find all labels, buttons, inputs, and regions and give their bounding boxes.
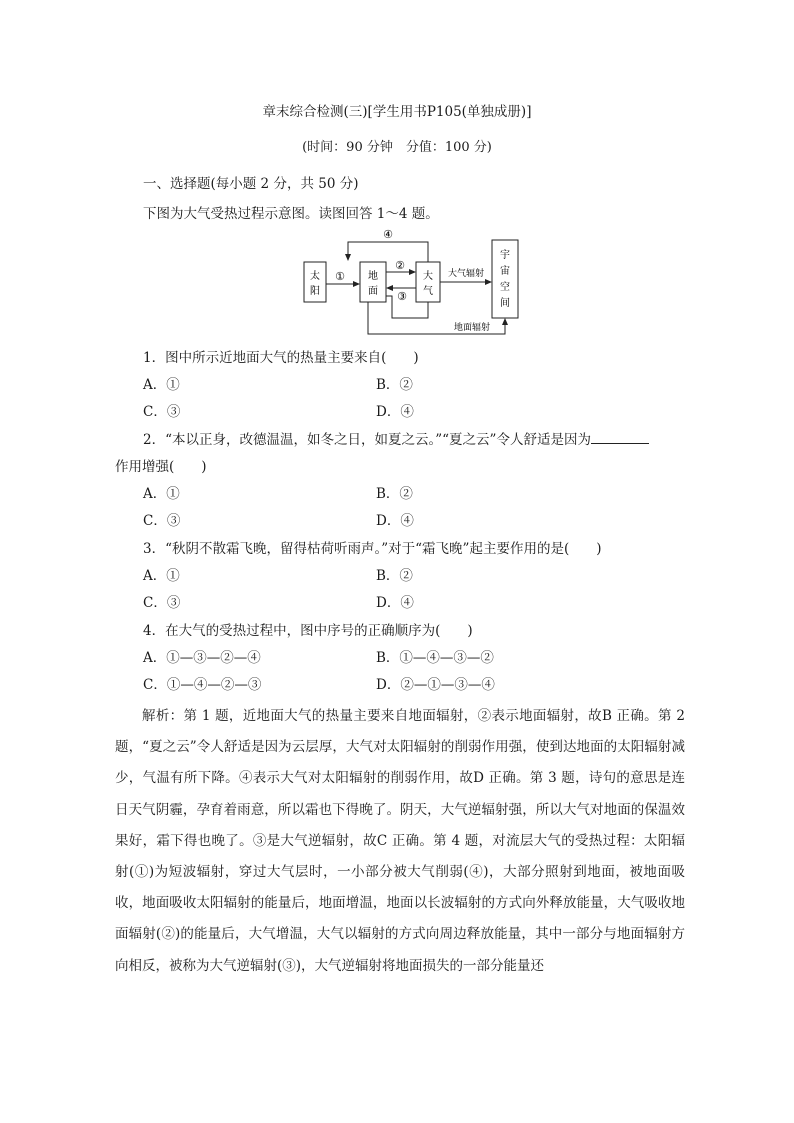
atmosphere-label-2: 气 xyxy=(423,286,433,297)
atmosphere-label-1: 大 xyxy=(423,271,433,282)
answer-blank xyxy=(591,431,649,444)
q3-option-b: B．② xyxy=(376,568,413,584)
q4-option-c: C．①—④—②—③ xyxy=(143,677,262,693)
q3-option-d: D．④ xyxy=(376,595,414,611)
ground-radiation-label: 地面辐射 xyxy=(453,323,491,333)
q3-option-c: C．③ xyxy=(143,595,181,611)
q4-option-b: B．①—④—③—② xyxy=(376,650,494,666)
space-label-2: 宙 xyxy=(500,266,510,277)
atmo-radiation-label: 大气辐射 xyxy=(447,269,485,279)
loop-ground-atmosphere xyxy=(386,296,428,318)
question-4-stem: 4．在大气的受热过程中，图中序号的正确顺序为( ) xyxy=(143,623,473,639)
sun-label-1: 太 xyxy=(310,271,320,282)
ground-label-2: 面 xyxy=(368,286,378,297)
q3-option-a: A．① xyxy=(143,568,180,584)
q2-option-a: A．① xyxy=(143,486,180,502)
question-3-stem: 3．“秋阴不散霜飞晚，留得枯荷听雨声。”对于“霜飞晚”起主要作用的是( ) xyxy=(143,541,602,557)
q1-option-c: C．③ xyxy=(143,404,181,420)
space-label-1: 宇 xyxy=(500,250,510,261)
question-1-stem: 1．图中所示近地面大气的热量主要来自( ) xyxy=(143,350,419,366)
page-title: 章末综合检测(三)[学生用书P105(单独成册)] xyxy=(262,104,532,120)
question-2-stem xyxy=(143,428,649,448)
label-1: ① xyxy=(335,270,345,283)
atmosphere-heating-diagram xyxy=(296,226,536,340)
q1-option-b: B．② xyxy=(376,377,413,393)
question-2-stem-text: 2．“本以正身，改德温温，如冬之日，如夏之云。”“夏之云”令人舒适是因为 xyxy=(143,432,591,448)
exam-meta: (时间：90 分钟 分值：100 分) xyxy=(302,140,492,155)
label-4: ④ xyxy=(383,228,393,241)
q1-option-a: A．① xyxy=(143,377,180,393)
question-2-stem-cont: 作用增强( ) xyxy=(115,459,207,475)
label-3: ③ xyxy=(397,290,407,303)
ground-label-1: 地 xyxy=(368,271,378,282)
q4-option-a: A．①—③—②—④ xyxy=(143,650,261,666)
q2-option-b: B．② xyxy=(376,486,413,502)
q2-option-c: C．③ xyxy=(143,513,181,529)
q4-option-d: D．②—①—③—④ xyxy=(376,677,495,693)
analysis-paragraph: 解析：第 1 题，近地面大气的热量主要来自地面辐射，②表示地面辐射，故B 正确。第 2 题，“夏之云”令人舒适是因为云层厚，大气对太阳辐射的削弱作用强，使到达地面的太阳辐射减少，气温有所下降。④表示大气对太阳辐射的削弱作用，故D 正确。第 3 题，诗句的意思是连日天气阴霾，孕育着雨意，所以霜也下得晚了。阴天，大气逆辐射强，所以大气对地面的保温效果好，霜下得也晚了。③是大气逆辐射，故C 正确。第 4 题，对流层大气的受热过程：太阳辐射(①)为短波辐射，穿过大气层时，一小部分被大气削弱(④)，大部分照射到地面，被地面吸收，地面吸收太阳辐射的能量后，地面增温，地面以长波辐射的方式向外释放能量，大气吸收地面辐射(②)的能量后，大气增温，大气以辐射的方式向周边释放能量，其中一部分与地面辐射方向相反，被称为大气逆辐射(③)，大气逆辐射将地面损失的一部分能量还 xyxy=(115,708,685,974)
q1-option-d: D．④ xyxy=(376,404,414,420)
space-label-4: 间 xyxy=(500,298,510,309)
sun-label-2: 阳 xyxy=(310,286,320,297)
space-label-3: 空 xyxy=(500,282,510,293)
label-2: ② xyxy=(395,259,405,272)
q2-option-d: D．④ xyxy=(376,513,414,529)
arrow-weakening xyxy=(348,242,428,262)
section-intro: 下图为大气受热过程示意图。读图回答 1～4 题。 xyxy=(143,206,439,222)
section-heading: 一、选择题(每小题 2 分，共 50 分) xyxy=(143,176,359,192)
